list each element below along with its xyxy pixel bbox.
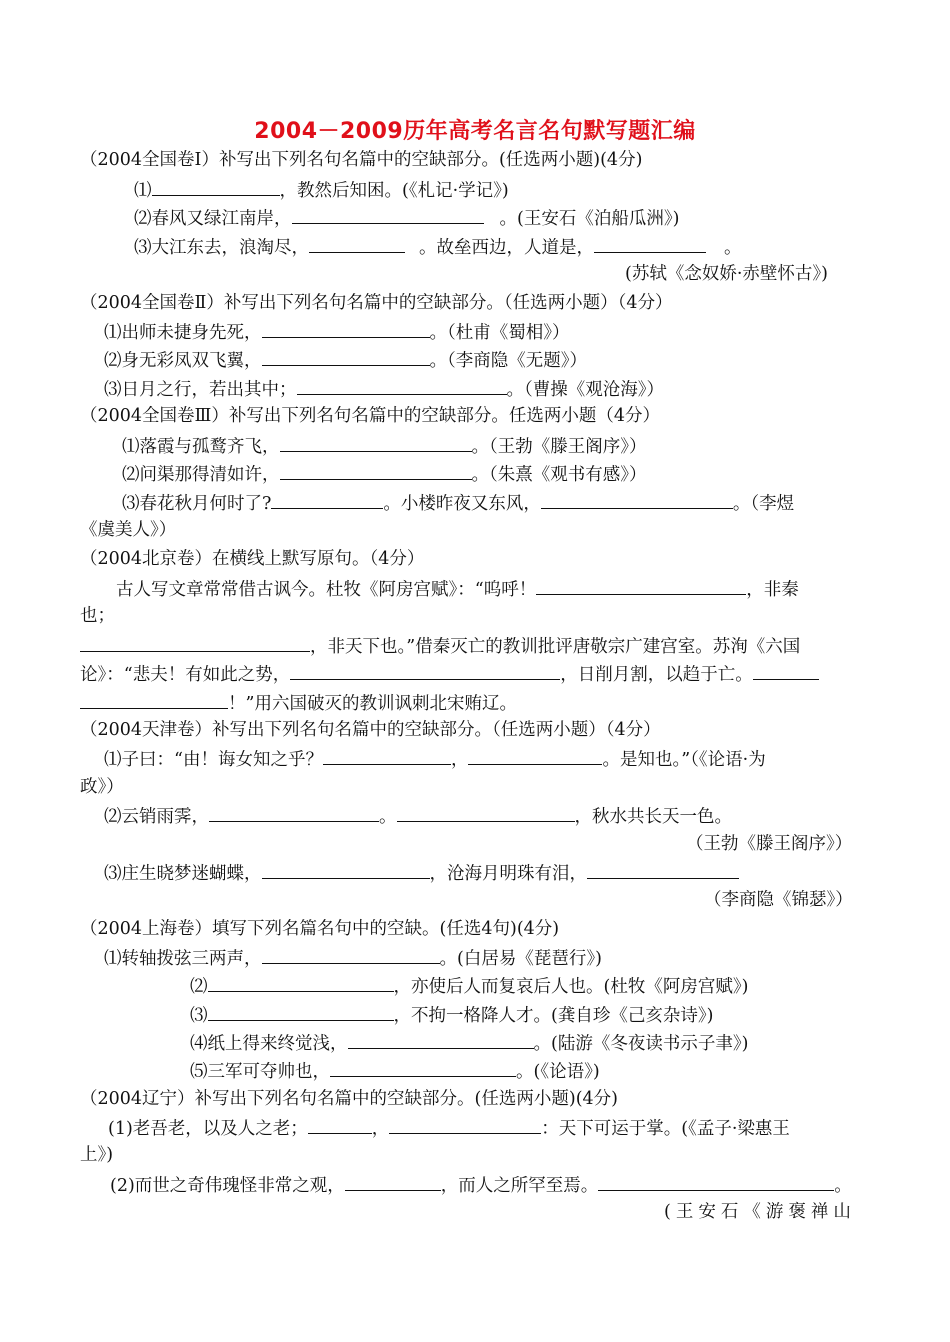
answer-blank[interactable] <box>280 461 472 480</box>
source-citation: (王安石《游褒禅山 <box>664 1202 856 1222</box>
source-citation: （王勃《滕王阁序》） <box>686 834 853 854</box>
answer-blank[interactable] <box>587 860 739 879</box>
section-heading: （2004全国卷Ⅲ）补写出下列名句名篇中的空缺部分。任选两小题（4分） <box>80 406 661 426</box>
question-item: ⑴ ，教然后知困。(《札记·学记》) <box>134 177 509 201</box>
answer-blank[interactable] <box>208 1002 394 1021</box>
question-item: ⑵问渠那得清如许， 。（朱熹《观书有感》） <box>122 461 647 485</box>
page-title: 2004－2009历年高考名言名句默写题汇编 <box>254 119 696 144</box>
passage-line: ！”用六国破灭的教训讽刺北宋贿辽。 <box>80 690 517 714</box>
answer-blank[interactable] <box>309 234 405 253</box>
answer-blank[interactable] <box>348 1030 534 1049</box>
answer-blank[interactable] <box>80 633 310 652</box>
answer-blank[interactable] <box>536 576 746 595</box>
passage-line: ，非天下也。”借秦灭亡的教训批评唐敬宗广建宫室。苏洵《六国 <box>80 633 800 657</box>
question-item: ⑵云销雨霁， 。 ，秋水共长天一色。 <box>104 803 732 827</box>
question-item: ⑶春花秋月何时了? 。小楼昨夜又东风， 。（李煜 <box>122 490 794 514</box>
section-heading: （2004天津卷）补写出下列名句名篇中的空缺部分。（任选两小题）（4分） <box>80 720 661 740</box>
question-item: ⑸三军可夺帅也， 。(《论语》) <box>190 1058 600 1082</box>
section-heading: （2004辽宁）补写出下列名句名篇中的空缺部分。(任选两小题)(4分) <box>80 1089 618 1109</box>
source-citation: （李商隐《锦瑟》） <box>704 890 853 910</box>
answer-blank[interactable] <box>290 661 560 680</box>
answer-blank[interactable] <box>468 746 602 765</box>
question-item: ⑶庄生晓梦迷蝴蝶， ，沧海月明珠有泪， <box>104 860 739 884</box>
question-item: ⑴落霞与孤鹜齐飞， 。（王勃《滕王阁序》） <box>122 433 647 457</box>
answer-blank[interactable] <box>292 205 484 224</box>
answer-blank[interactable] <box>152 177 280 196</box>
question-item: ⑵春风又绿江南岸， 。(王安石《泊船瓜洲》) <box>134 205 679 229</box>
answer-blank[interactable] <box>397 803 575 822</box>
question-item: ⑵ ，亦使后人而复哀后人也。(杜牧《阿房宫赋》) <box>190 973 748 997</box>
answer-blank[interactable] <box>280 433 472 452</box>
question-item: ⑴转轴拨弦三两声， 。(白居易《琵琶行》) <box>104 945 602 969</box>
answer-blank[interactable] <box>297 376 507 395</box>
answer-blank[interactable] <box>262 347 430 366</box>
question-item: (1)老吾老，以及人之老； ， ：天下可运于掌。(《孟子·梁惠王 <box>108 1115 790 1139</box>
section-heading: （2004全国卷Ⅱ）补写出下列名句名篇中的空缺部分。（任选两小题）（4分） <box>80 293 673 313</box>
answer-blank[interactable] <box>262 945 440 964</box>
question-item: ⑴出师未捷身先死， 。（杜甫《蜀相》） <box>104 319 570 343</box>
section-heading: （2004北京卷）在横线上默写原句。（4分） <box>80 549 425 569</box>
question-item: 上》) <box>80 1145 114 1165</box>
question-item: ⑴子曰：“由！诲女知之乎？ ， 。是知也。”（《论语·为 <box>104 746 766 770</box>
answer-blank[interactable] <box>389 1115 541 1134</box>
answer-blank[interactable] <box>208 973 394 992</box>
answer-blank[interactable] <box>262 319 430 338</box>
passage-line: 古人写文章常常借古讽今。杜牧《阿房宫赋》：“呜呼！ ，非秦 <box>116 576 799 600</box>
answer-blank[interactable] <box>308 1115 372 1134</box>
answer-blank[interactable] <box>345 1172 441 1191</box>
question-item: ⑶ ，不拘一格降人才。(龚自珍《己亥杂诗》) <box>190 1002 713 1026</box>
question-item: (2)而世之奇伟瑰怪非常之观， ，而人之所罕至焉。 。 <box>110 1172 852 1196</box>
source-citation: 《虞美人》） <box>80 520 177 540</box>
source-citation: (苏轼《念奴娇·赤壁怀古》) <box>625 264 828 284</box>
question-item: ⑶日月之行，若出其中； 。（曹操《观沧海》） <box>104 376 664 400</box>
answer-blank[interactable] <box>209 803 379 822</box>
answer-blank[interactable] <box>541 490 733 509</box>
answer-blank[interactable] <box>262 860 430 879</box>
section-heading: （2004全国卷Ⅰ）补写出下列名句名篇中的空缺部分。(任选两小题)(4分) <box>80 150 643 170</box>
passage-line: 也； <box>80 606 115 626</box>
passage-line: 论》：“悲夫！有如此之势， ，日削月割，以趋于亡。 <box>80 661 819 685</box>
question-item: 政》） <box>80 777 124 797</box>
answer-blank[interactable] <box>271 490 383 509</box>
answer-blank[interactable] <box>753 661 819 680</box>
answer-blank[interactable] <box>330 1058 516 1077</box>
answer-blank[interactable] <box>598 1172 834 1191</box>
question-item: ⑵身无彩凤双飞翼， 。（李商隐《无题》） <box>104 347 587 371</box>
question-item: ⑷纸上得来终觉浅， 。(陆游《冬夜读书示子聿》) <box>190 1030 748 1054</box>
question-item: ⑶大江东去，浪淘尽， 。故垒西边，人道是， 。 <box>134 234 742 258</box>
answer-blank[interactable] <box>80 690 228 709</box>
section-heading: （2004上海卷）填写下列名篇名句中的空缺。(任选4句)(4分) <box>80 919 560 939</box>
answer-blank[interactable] <box>323 746 451 765</box>
answer-blank[interactable] <box>594 234 706 253</box>
